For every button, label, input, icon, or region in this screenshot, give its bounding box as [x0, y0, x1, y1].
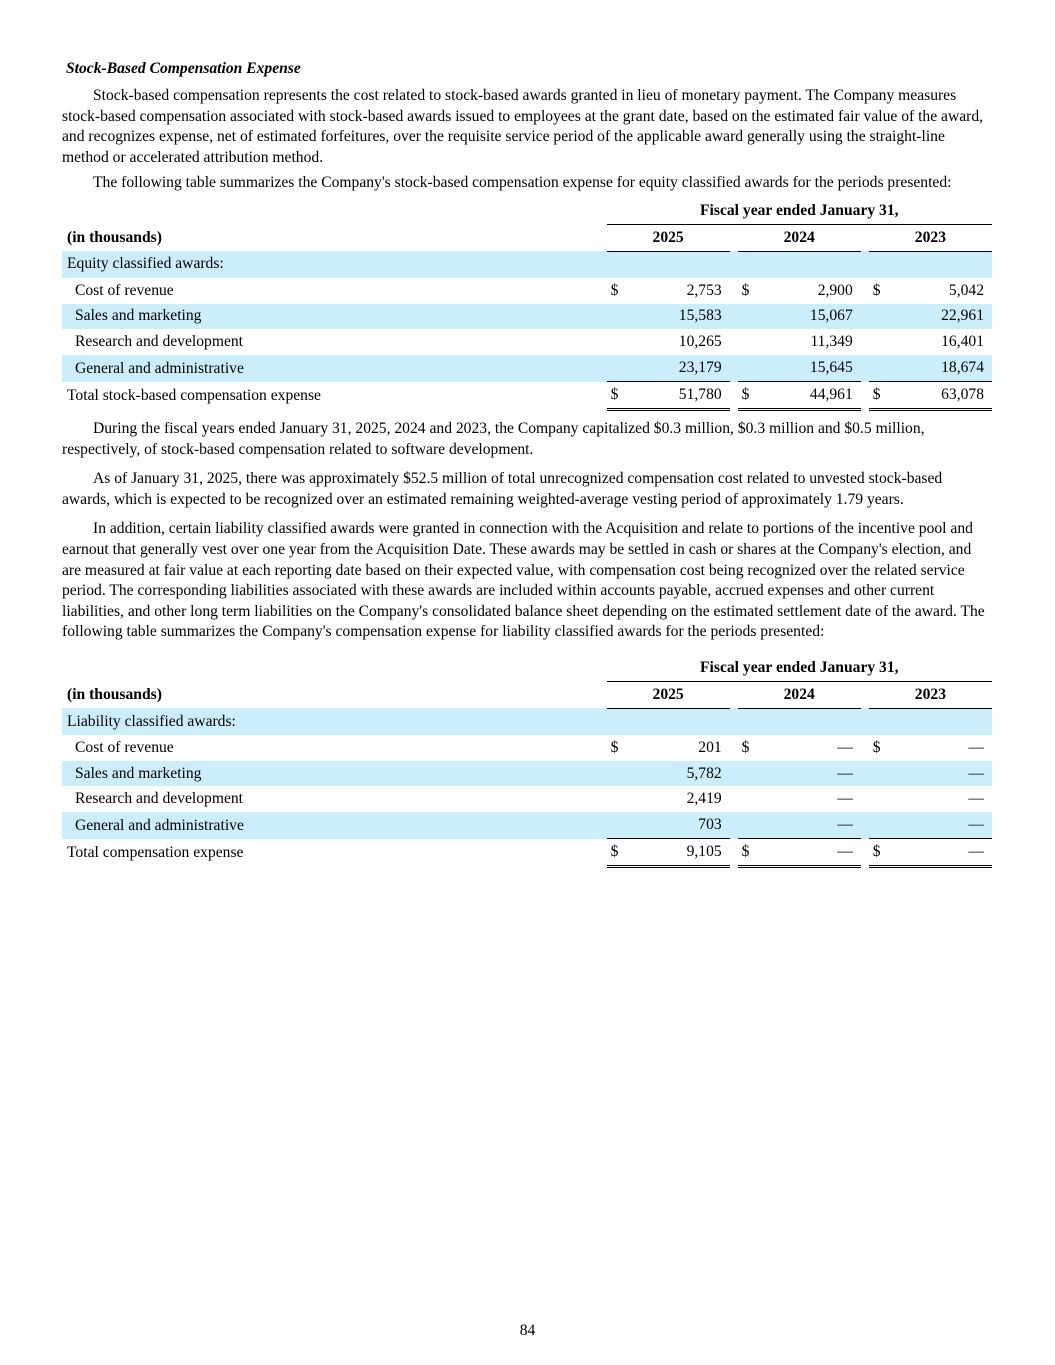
row-label: Research and development — [75, 333, 243, 351]
cell-value: 23,179 — [627, 355, 730, 381]
fiscal-year-group-header: Fiscal year ended January 31, — [607, 655, 992, 681]
table-row — [62, 812, 992, 838]
currency-symbol: $ — [741, 281, 750, 299]
cell-value: 11,349 — [810, 333, 853, 351]
table-row — [62, 735, 992, 761]
cell-value: — — [837, 790, 853, 808]
table-total-row — [62, 839, 992, 867]
cell-value: — — [968, 738, 984, 756]
cell-value: 10,265 — [678, 333, 722, 351]
cell-value: — — [758, 812, 861, 838]
total-label: Total compensation expense — [67, 843, 244, 861]
total-value: 51,780 — [627, 382, 730, 410]
table-row — [62, 278, 992, 304]
table-row — [62, 708, 992, 734]
document-page — [62, 58, 992, 868]
currency-symbol: $ — [872, 738, 881, 756]
cell-value: 16,401 — [941, 333, 984, 351]
currency-symbol: $ — [607, 839, 627, 867]
liability-awards-table — [62, 655, 992, 868]
row-label: General and administrative — [62, 812, 607, 838]
currency-symbol: $ — [738, 839, 758, 867]
paragraph-liability: In addition, certain liability classified awards were granted in connection with the Acquisition and relate to portions of the incentive pool and earnout that generally vest over one year from the Acquisition Date. These awards may be settled in cash or shares at the Company's election, and are measured at fair value at each reporting date based on their expected value, with compensation cost being recognized over the related service period. The corresponding liabilities associated with these awards are included within accounts payable, accrued expenses and other current liabilities, and other long term liabilities on the Company's consolidated balance sheet depending on the estimated settlement date of the award. The following table summarizes the Company's compensation expense for liability classified awards for the periods presented: — [62, 520, 985, 641]
currency-symbol: $ — [738, 382, 758, 410]
year-header: 2024 — [738, 681, 861, 708]
row-label: Sales and marketing — [62, 761, 607, 787]
table-row — [62, 304, 992, 330]
table-total-row — [62, 382, 992, 410]
total-label: Total stock-based compensation expense — [67, 386, 321, 404]
year-header: 2025 — [607, 224, 730, 251]
currency-symbol: $ — [607, 382, 627, 410]
row-label: Research and development — [75, 790, 243, 808]
cell-value: — — [837, 738, 853, 756]
paragraph-capitalized: During the fiscal years ended January 31, 2025, 2024 and 2023, the Company capitalized $0.3 million, $0.3 million and $0.5 million, respectively, of stock-based compensation related to software development. — [62, 420, 925, 458]
cell-value: 22,961 — [889, 304, 992, 330]
cell-value: 15,067 — [758, 304, 861, 330]
year-header: 2025 — [607, 681, 730, 708]
page-number: 84 — [519, 1322, 536, 1339]
cell-value: 15,645 — [758, 355, 861, 381]
year-header: 2023 — [869, 681, 992, 708]
fiscal-year-group-header: Fiscal year ended January 31, — [607, 198, 992, 224]
paragraph-intro: Stock-based compensation represents the cost related to stock-based awards granted in lieu of monetary payment. The Company measures stock-based compensation associated with stock-based awards issued to employees at the grant date, based on the estimated fair value of the award, and recognizes expense, net of estimated forfeitures, over the requisite service period of the applicable award generally using the straight-line method or accelerated attribution method. — [62, 87, 984, 166]
row-label: Cost of revenue — [75, 281, 174, 299]
total-value: 63,078 — [889, 382, 992, 410]
year-header: 2024 — [738, 224, 861, 251]
cell-value: 18,674 — [889, 355, 992, 381]
table-row — [62, 786, 992, 812]
currency-symbol: $ — [869, 839, 889, 867]
cell-value: 201 — [698, 738, 722, 756]
total-value: 44,961 — [758, 382, 861, 410]
cell-value: 15,583 — [627, 304, 730, 330]
cell-value: — — [889, 812, 992, 838]
cell-value: 2,900 — [817, 281, 853, 299]
cell-value: 2,753 — [686, 281, 722, 299]
cell-value: — — [968, 790, 984, 808]
units-label: (in thousands) — [67, 685, 162, 703]
currency-symbol: $ — [610, 281, 619, 299]
table-row — [62, 251, 992, 277]
paragraph-unrecognized: As of January 31, 2025, there was approximately $52.5 million of total unrecognized compensation cost related to unvested stock-based awards, which is expected to be recognized over an estimated remaining weighted-average vesting period of approximately 1.79 years. — [62, 470, 943, 508]
cell-value: 703 — [627, 812, 730, 838]
cell-value: 5,782 — [627, 761, 730, 787]
total-value: — — [758, 839, 861, 867]
section-title: Stock-Based Compensation Expense — [66, 60, 301, 77]
currency-symbol: $ — [869, 382, 889, 410]
cell-value: — — [889, 761, 992, 787]
table-row — [62, 329, 992, 355]
row-label: General and administrative — [62, 355, 607, 381]
cell-value: 2,419 — [686, 790, 722, 808]
cell-value: — — [758, 761, 861, 787]
currency-symbol: $ — [872, 281, 881, 299]
paragraph-table-intro: The following table summarizes the Company's stock-based compensation expense for equity classified awards for the periods presented: — [93, 174, 952, 192]
currency-symbol: $ — [610, 738, 619, 756]
units-label: (in thousands) — [67, 228, 162, 246]
total-value: 9,105 — [627, 839, 730, 867]
equity-awards-table — [62, 198, 992, 411]
row-label: Sales and marketing — [62, 304, 607, 330]
cell-value: 5,042 — [948, 281, 984, 299]
total-value: — — [889, 839, 992, 867]
section-label: Liability classified awards: — [62, 708, 607, 734]
section-label: Equity classified awards: — [62, 251, 607, 277]
table-row — [62, 355, 992, 381]
row-label: Cost of revenue — [75, 738, 174, 756]
currency-symbol: $ — [741, 738, 750, 756]
table-row — [62, 761, 992, 787]
year-header: 2023 — [869, 224, 992, 251]
